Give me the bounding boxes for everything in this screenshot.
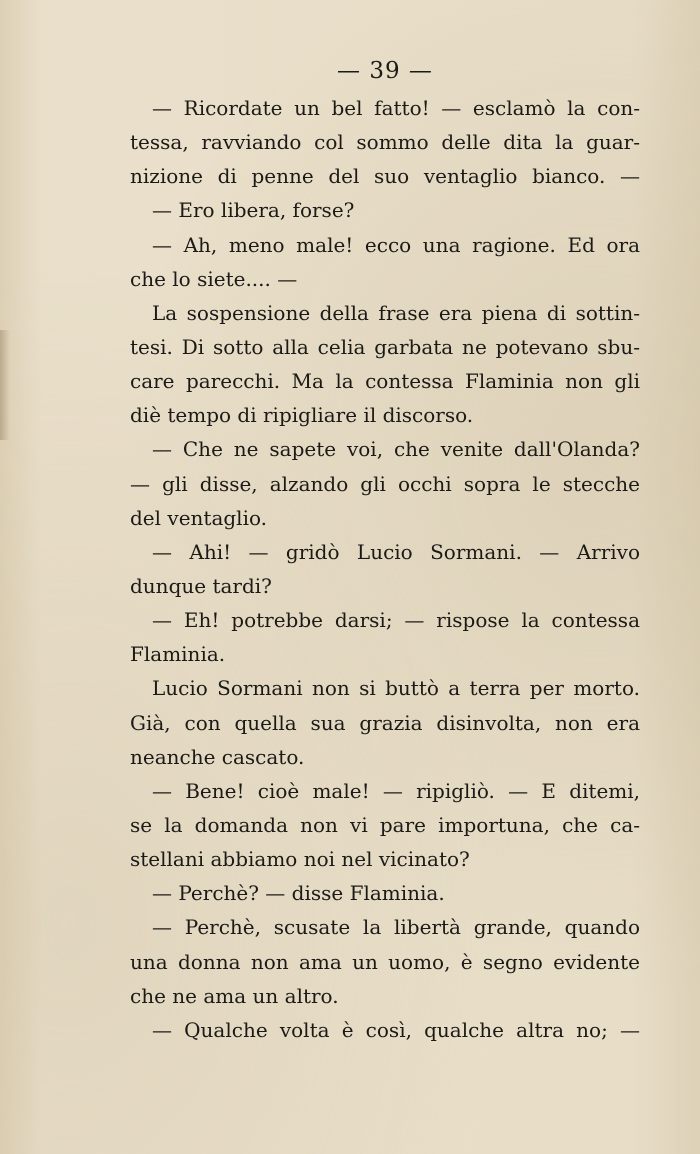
text-line: care parecchi. Ma la contessa Flaminia non gli — [130, 369, 640, 394]
text-line: tessa, ravviando col sommo delle dita la guar- — [130, 130, 640, 155]
text-line: — Eh! potrebbe darsi; — rispose la contessa — [152, 608, 640, 633]
body-text — [130, 91, 640, 1047]
text-line: — Perchè, scusate la libertà grande, quando — [152, 915, 640, 940]
text-line: stellani abbiamo noi nel vicinato? — [130, 847, 470, 872]
text-line: — Qualche volta è così, qualche altra no; — — [152, 1017, 640, 1042]
text-line: del ventaglio. — [130, 505, 268, 530]
text-line: — gli disse, alzando gli occhi sopra le stecche — [130, 471, 640, 496]
text-line: — Ahi! — gridò Lucio Sormani. — Arrivo — [152, 539, 640, 564]
text-line: una donna non ama un uomo, è segno evidente — [130, 949, 640, 974]
text-line: La sospensione della frase era piena di sottin- — [152, 300, 640, 325]
page-number: — 39 — — [337, 58, 433, 84]
text-line: che lo siete.... — — [130, 266, 298, 291]
text-line: — Bene! cioè male! — ripigliò. — E ditemi, — [152, 778, 640, 803]
text-line: diè tempo di ripigliare il discorso. — [130, 403, 474, 428]
text-line: che ne ama un altro. — [130, 983, 339, 1008]
text-line: — Ero libera, forse? — [152, 198, 355, 223]
text-line: dunque tardi? — [130, 573, 272, 598]
text-line: — Ah, meno male! ecco una ragione. Ed ora — [152, 232, 640, 257]
text-line: tesi. Di sotto alla celia garbata ne potevano sbu- — [130, 334, 640, 359]
page-edge-shadow — [0, 330, 10, 440]
text-line: — Ricordate un bel fatto! — esclamò la con- — [152, 96, 640, 120]
text-line: Già, con quella sua grazia disinvolta, non era — [130, 710, 640, 735]
text-line: Flaminia. — [130, 642, 226, 667]
text-line: nizione di penne del suo ventaglio bianco. — — [130, 164, 640, 189]
text-line: — Perchè? — disse Flaminia. — [152, 881, 445, 906]
text-line: neanche cascato. — [130, 744, 305, 769]
text-line: — Che ne sapete voi, che venite dall'Olanda? — [152, 437, 640, 462]
text-line: se la domanda non vi pare importuna, che ca- — [130, 812, 640, 837]
text-line: Lucio Sormani non si buttò a terra per morto. — [152, 676, 640, 701]
